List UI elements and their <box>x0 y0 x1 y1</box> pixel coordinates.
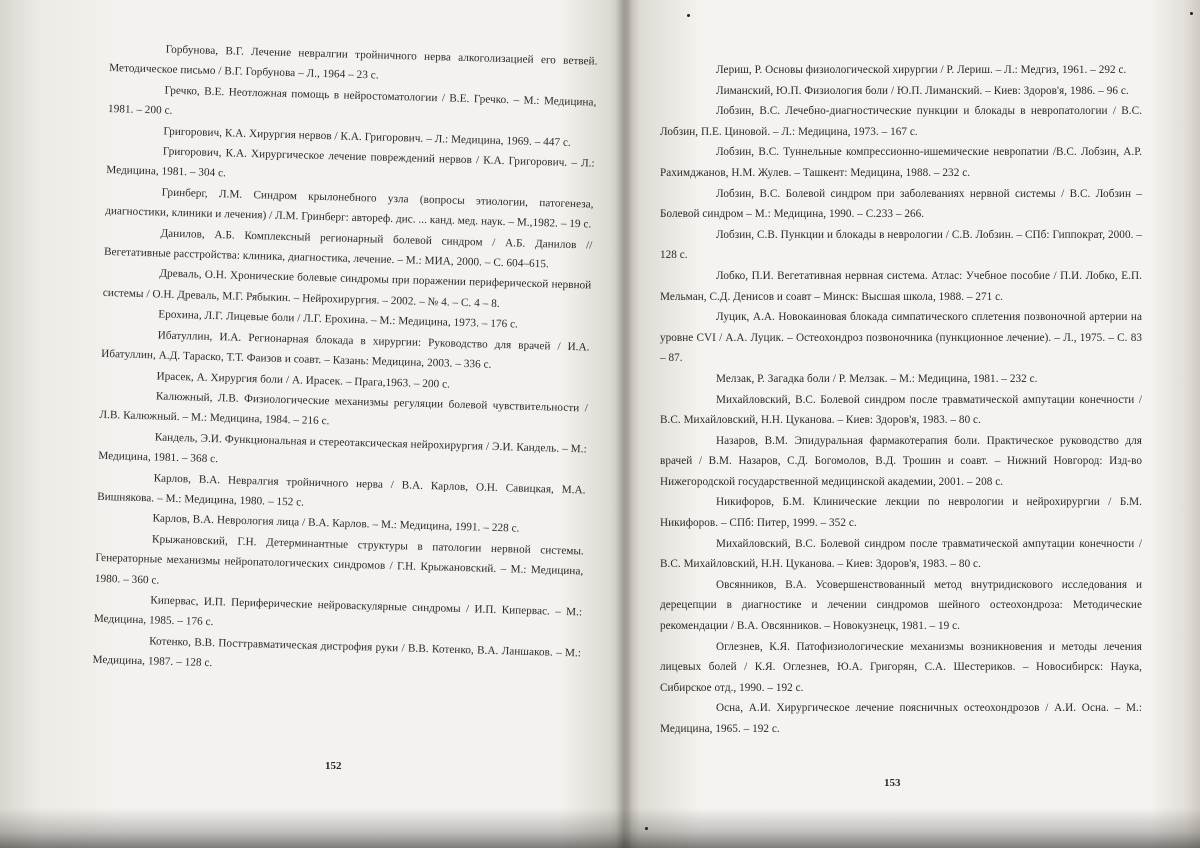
reference-entry: Гринберг, Л.М. Синдром крылонебного узла (вопросы этиологии, патогенеза, диагностики, клиники и лечения) / Л.М. Гринберг: автореф. дис. ... канд. мед. наук. – М.,1982. – 19 с. <box>104 186 594 231</box>
reference-entry: Михайловский, В.С. Болевой синдром после травматической ампутации конечности / В.С. Михайловский, Н.Н. Цуканова. – Киев: Здоров'я, 1983. – 80 с. <box>660 393 1142 427</box>
reference-entry: Ибатуллин, И.А. Регионарная блокада в хирургии: Руководство для врачей / И.А. Ибатуллин, А.Д. Тараско, Т.Т. Фаизов и соавт. – Казань: Медицина, 2003. – 336 с. <box>101 329 590 371</box>
reference-entry: Лобзин, В.С. Лечебно-диагностические пункции и блокады в невропатологии / В.С. Лобзин, П.Е. Циновой. – Л.: Медицина, 1973. – 167 с. <box>660 105 1142 138</box>
reference-entry: Луцик, А.А. Новокаиновая блокада симпатического сплетения позвоночной артерии на уровне CVI / А.А. Луцик. – Остеохондроз позвоночника (пункционное лечение). – Л., 1975. – С. 83 – 87. <box>660 311 1142 365</box>
reference-entry: Григорович, К.А. Хирургическое лечение повреждений нервов / К.А. Григорович. – Л.: Медицина, 1981. – 304 с. <box>106 145 595 180</box>
reference-entry: Лиманский, Ю.П. Физиология боли / Ю.П. Лиманский. – Киев: Здоров'я, 1986. – 96 с. <box>716 84 1129 97</box>
reference-entry: Лобзин, С.В. Пункции и блокады в неврологии / С.В. Лобзин. – СПб: Гиппократ, 2000. – 128 с. <box>660 228 1142 262</box>
reference-entry: Михайловский, В.С. Болевой синдром после травматической ампутации конечности / В.С. Михайловский, Н.Н. Цуканова. – Киев: Здоров'я, 1983. – 80 с. <box>660 537 1142 571</box>
reference-entry: Мелзак, Р. Загадка боли / Р. Мелзак. – М.: Медицина, 1981. – 232 с. <box>716 372 1038 385</box>
reference-entry: Назаров, В.М. Эпидуральная фармакотерапия боли. Практическое руководство для врачей / В.М. Назаров, С.Д. Богомолов, В.Д. Трошин и соавт. – Нижний Новгород: Изд-во Нижегородской государственной медицинской академии, 2001. – 208 с. <box>660 434 1142 488</box>
reference-entry: Гречко, В.Е. Неотложная помощь в нейростоматологии / В.Е. Гречко. – М.: Медицина, 1981. – 200 с. <box>107 84 597 117</box>
reference-entry: Лериш, Р. Основы физиологической хирургии / Р. Лериш. – Л.: Медгиз, 1961. – 292 с. <box>716 64 1127 76</box>
left-page <box>92 38 597 684</box>
reference-entry: Григорович, К.А. Хирургия нервов / К.А. Григорович. – Л.: Медицина, 1969. – 447 с. <box>163 125 571 149</box>
reference-entry: Крыжановский, Г.Н. Детерминантные структуры в патологии нервной системы. Генераторные механизмы нейропатологических синдромов / Г.Н. Крыжановский. – М.: Медицина, 1980. – 360 с. <box>94 533 585 587</box>
page-number-left: 152 <box>325 760 342 772</box>
page-bottom-shadow <box>0 808 1200 848</box>
reference-entry: Калюжный, Л.В. Физиологические механизмы регуляции болевой чувствительности / Л.В. Калюжный. – М.: Медицина, 1984. – 216 с. <box>99 390 589 428</box>
reference-entry: Котенко, В.В. Посттравматическая дистрофия руки / В.В. Котенко, В.А. Ланшаков. – М.: Медицина, 1987. – 128 с. <box>92 635 582 670</box>
reference-entry: Осна, А.И. Хирургическое лечение поясничных остеохондрозов / А.И. Осна. – М.: Медицина, 1965. – 192 с. <box>660 702 1142 735</box>
reference-entry: Ирасек, А. Хирургия боли / А. Ирасек. – Прага,1963. – 200 с. <box>156 369 451 391</box>
reference-entry: Оглезнев, К.Я. Патофизиологические механизмы возникновения и методы лечения лицевых болей / К.Я. Оглезнев, Ю.А. Григорян, С.А. Шестериков. – Новосибирск: Наука, Сибирское отд., 1990. – 192 с. <box>660 640 1142 694</box>
reference-entry: Ерохина, Л.Г. Лицевые боли / Л.Г. Ерохина. – М.: Медицина, 1973. – 176 с. <box>158 308 519 331</box>
reference-entry: Лобко, П.И. Вегетативная нервная система. Атлас: Учебное пособие / П.И. Лобко, Е.П. Мельман, С.Д. Денисов и соавт – Минск: Высшая школа, 1988. – 271 с. <box>660 269 1142 303</box>
page-number-right: 153 <box>884 777 901 789</box>
reference-entry: Данилов, А.Б. Комплексный регионарный болевой синдром / А.Б. Данилов // Вегетативные расстройства: клиника, диагностика, лечение. – М.: МИА, 2000. – С. 604–615. <box>103 227 593 271</box>
book-gutter <box>616 0 632 848</box>
reference-entry: Лобзин, В.С. Болевой синдром при заболеваниях нервной системы / В.С. Лобзин – Болевой синдром – М.: Медицина, 1990. – С.233 – 266. <box>660 187 1142 221</box>
paper-speck <box>687 14 690 17</box>
reference-entry: Кипервас, И.П. Периферические нейроваскулярные синдромы / И.П. Кипервас. – М.: Медицина, 1985. – 176 с. <box>93 594 583 629</box>
reference-entry: Древаль, О.Н. Хронические болевые синдромы при поражении периферической нервной системы / О.Н. Древаль, М.Г. Рябыкин. – Нейрохирургия. – 2002. – № 4. – С. 4 – 8. <box>102 267 592 310</box>
right-page <box>660 60 1142 740</box>
reference-entry: Лобзин, В.С. Туннельные компрессионно-ишемические невропатии /В.С. Лобзин, А.Р. Рахимджанов, Н.М. Жулев. – Ташкент: Медицина, 1988. – 232 с. <box>660 146 1142 179</box>
reference-entry: Кандель, Э.И. Функциональная и стереотаксическая нейрохирургия / Э.И. Кандель. – М.: Медицина, 1981. – 368 с. <box>98 431 587 466</box>
reference-entry: Никифоров, Б.М. Клинические лекции по неврологии и нейрохирургии / Б.М. Никифоров. – СПб: Питер, 1999. – 352 с. <box>660 496 1142 530</box>
reference-entry: Карлов, В.А. Невралгия тройничного нерва / В.А. Карлов, О.Н. Савицкая, М.А. Вишнякова. – М.: Медицина, 1980. – 152 с. <box>97 471 586 509</box>
reference-entry: Горбунова, В.Г. Лечение невралгии тройничного нерва алкоголизацией его ветвей. Методическое письмо / В.Г. Горбунова – Л., 1964 – 23 с. <box>108 43 598 82</box>
paper-speck <box>1190 12 1193 15</box>
reference-entry: Овсянников, В.А. Усовершенствованный метод внутридискового исследования и дерецепции в диагностике и лечении синдромов шейного остеохондроза: Методические рекомендации / В.А. Овсянников. – Новокузнецк, 1981. – 19 с. <box>660 578 1142 633</box>
reference-entry: Карлов, В.А. Неврология лица / В.А. Карлов. – М.: Медицина, 1991. – 228 с. <box>152 512 520 535</box>
